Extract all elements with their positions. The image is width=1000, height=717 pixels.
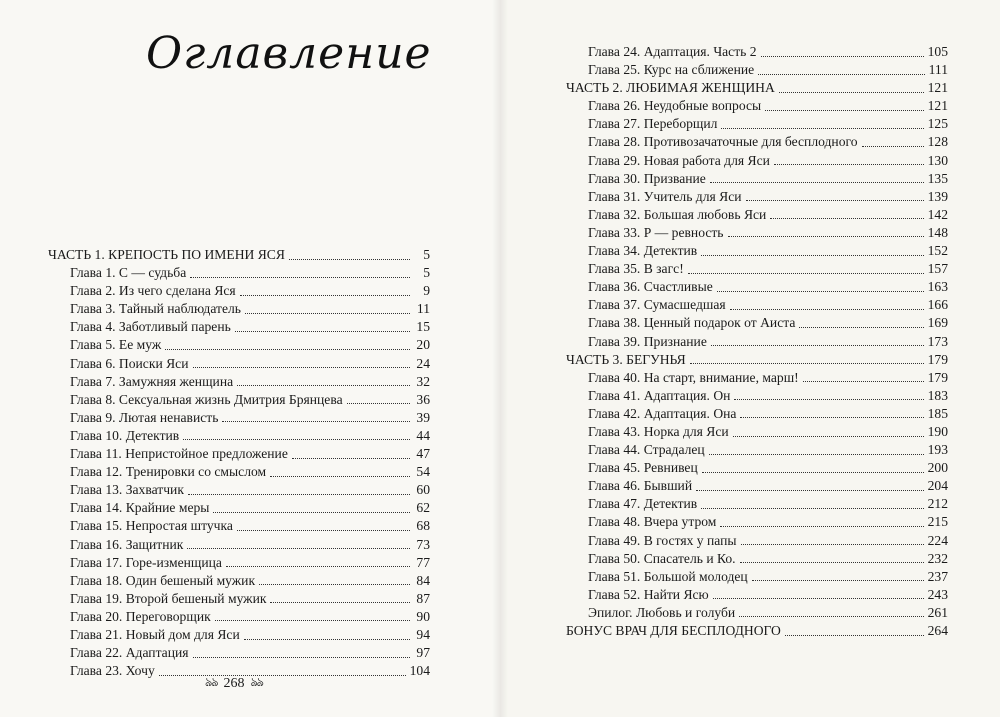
toc-entry-page: 104 [409,663,430,679]
toc-entry-title: Глава 34. Детектив [588,243,698,259]
toc-entry-page: 179 [927,369,948,385]
toc-dot-leader [779,92,924,93]
page-number [205,674,263,694]
toc-entry-title: БОНУС ВРАЧ ДЛЯ БЕСПЛОДНОГО [566,623,781,638]
toc-entry-title: Глава 30. Призвание [588,170,706,186]
toc-dot-leader [720,526,923,527]
toc-entry-title: Глава 9. Лютая ненависть [70,409,219,425]
toc-chapter-entry [48,499,430,517]
toc-entry-page: 60 [416,482,430,498]
toc-entry-page: 5 [423,265,430,281]
toc-entry-title: Глава 20. Переговорщик [70,608,211,624]
toc-dot-leader [713,598,924,599]
toc-dot-leader [237,385,410,386]
toc-chapter-entry [566,242,948,260]
ornament-left-icon: ঌঌ [205,675,218,689]
toc-entry-title: Глава 33. Р — ревность [588,224,724,240]
toc-chapter-entry [48,517,430,535]
toc-dot-leader [741,544,924,545]
toc-entry-title: Глава 39. Признание [588,333,707,349]
toc-entry-title: ЧАСТЬ 3. БЕГУНЬЯ [566,351,686,367]
toc-chapter-entry [48,572,430,590]
toc-dot-leader [733,436,924,437]
toc-entry-page: 135 [927,170,948,186]
toc-entry-page: 90 [416,608,430,624]
toc-entry-title: Глава 8. Сексуальная жизнь Дмитрия Брянцева [70,391,343,407]
toc-entry-title: Глава 32. Большая любовь Яси [588,206,767,222]
toc-entry-title: Глава 50. Спасатель и Ко. [588,550,736,566]
toc-entry-title: Глава 35. В загс! [588,261,684,277]
toc-entry-page: 232 [927,550,948,566]
toc-dot-leader [774,164,924,165]
toc-entry-title: Глава 48. Вчера утром [588,514,717,530]
toc-dot-leader [187,548,410,549]
toc-chapter-entry [48,536,430,554]
toc-chapter-entry [48,481,430,499]
toc-entry-title: Глава 24. Адаптация. Часть 2 [588,44,757,59]
toc-chapter-entry [566,586,948,604]
toc-entry-page: 20 [416,337,430,353]
toc-entry-page: 185 [927,405,948,421]
toc-chapter-entry [48,264,430,282]
toc-dot-leader [785,635,924,636]
toc-entry-title: Глава 19. Второй бешеный мужик [70,590,267,606]
toc-entry-title: Глава 38. Ценный подарок от Аиста [588,315,796,331]
toc-chapter-entry [566,170,948,188]
toc-entry-page: 183 [927,387,948,403]
toc-dot-leader [740,562,924,563]
toc-entry-title: Глава 28. Противозачаточные для бесплодного [588,134,858,150]
toc-entry-page: 121 [927,80,948,96]
toc-dot-leader [270,476,410,477]
toc-chapter-entry [566,152,948,170]
toc-chapter-entry [566,260,948,278]
toc-entry-page: 224 [927,532,948,548]
toc-chapter-entry [566,423,948,441]
toc-chapter-entry [566,441,948,459]
toc-entry-title: Глава 21. Новый дом для Яси [70,626,240,642]
toc-dot-leader [739,616,923,617]
toc-chapter-entry [566,532,948,550]
toc-entry-page: 105 [927,44,948,59]
toc-entry-page: 179 [927,351,948,367]
toc-dot-leader [761,56,924,57]
toc-chapter-entry [566,495,948,513]
toc-entry-page: 261 [927,604,948,620]
toc-part-entry [566,351,948,369]
toc-entry-title: Глава 31. Учитель для Яси [588,188,742,204]
toc-dot-leader [270,602,410,603]
toc-dot-leader [730,309,924,310]
toc-dot-leader [770,218,923,219]
toc-entry-page: 130 [927,152,948,168]
toc-chapter-entry [566,188,948,206]
toc-dot-leader [245,313,410,314]
toc-entry-page: 125 [927,116,948,132]
toc-entry-title: Глава 15. Непростая штучка [70,518,233,534]
toc-chapter-entry [48,336,430,354]
toc-entry-page: 212 [927,496,948,512]
toc-entry-title: Глава 4. Заботливый парень [70,319,231,335]
toc-entry-page: 215 [927,514,948,530]
toc-chapter-entry [48,355,430,373]
toc-chapter-entry [48,608,430,626]
toc-entry-title: Эпилог. Любовь и голуби [588,604,736,620]
toc-entry-title: Глава 5. Ее муж [70,337,162,353]
toc-entry-page: 84 [416,572,430,588]
ornament-right-icon: ঌঌ [250,675,263,689]
toc-chapter-entry [48,318,430,336]
toc-entry-title: Глава 14. Крайние меры [70,500,210,516]
toc-entry-title: Глава 47. Детектив [588,496,698,512]
toc-entry-page: 128 [927,134,948,150]
toc-chapter-entry [566,224,948,242]
toc-entry-page: 54 [416,464,430,480]
toc-dot-leader [799,327,923,328]
toc-chapter-entry [566,513,948,531]
toc-dot-leader [734,399,923,400]
toc-entry-title: Глава 27. Переборщил [588,116,718,132]
toc-dot-leader [188,494,410,495]
toc-entry-title: Глава 42. Адаптация. Она [588,405,737,421]
toc-dot-leader [710,182,924,183]
toc-dot-leader [765,110,923,111]
toc-entry-page: 39 [416,409,430,425]
toc-entry-page: 148 [927,224,948,240]
toc-entry-title: Глава 17. Горе-изменщица [70,554,222,570]
toc-chapter-entry [566,550,948,568]
toc-entry-page: 237 [927,568,948,584]
toc-dot-leader [709,454,924,455]
toc-dot-leader [803,381,924,382]
toc-dot-leader [259,584,410,585]
toc-chapter-entry [566,387,948,405]
toc-entry-page: 5 [423,247,430,262]
toc-entry-page: 24 [416,355,430,371]
toc-dot-leader [690,363,924,364]
toc-dot-leader [213,512,410,513]
toc-chapter-entry [48,590,430,608]
toc-entry-page: 264 [927,623,948,638]
toc-entry-page: 163 [927,279,948,295]
toc-dot-leader [862,146,924,147]
toc-entry-page: 111 [928,62,948,78]
toc-chapter-entry [48,463,430,481]
toc-entry-page: 243 [927,586,948,602]
toc-entry-page: 157 [927,261,948,277]
toc-entry-title: Глава 22. Адаптация [70,645,189,661]
toc-entry-title: Глава 3. Тайный наблюдатель [70,301,241,317]
toc-dot-leader [244,639,410,640]
toc-entry-page: 204 [927,478,948,494]
toc-chapter-entry [48,409,430,427]
toc-part-entry [566,622,948,640]
toc-chapter-entry [48,644,430,662]
toc-entry-page: 73 [416,536,430,552]
toc-part-entry [48,246,430,264]
toc-dot-leader [183,439,410,440]
toc-entry-title: Глава 25. Курс на сближение [588,62,755,78]
toc-dot-leader [702,472,924,473]
toc-chapter-entry [48,554,430,572]
toc-entry-title: Глава 52. Найти Ясю [588,586,709,602]
toc-chapter-entry [48,300,430,318]
toc-part-entry [566,79,948,97]
toc-entry-title: Глава 23. Хочу [70,663,155,679]
toc-list-left [48,246,430,680]
toc-entry-page: 77 [416,554,430,570]
toc-entry-page: 166 [927,297,948,313]
toc-entry-page: 36 [416,391,430,407]
toc-chapter-entry [48,427,430,445]
toc-entry-page: 173 [927,333,948,349]
toc-entry-page: 94 [416,626,430,642]
toc-dot-leader [215,620,410,621]
toc-chapter-entry [566,278,948,296]
toc-chapter-entry [566,43,948,61]
toc-entry-title: Глава 11. Непристойное предложение [70,446,288,462]
toc-dot-leader [696,490,924,491]
toc-chapter-entry [566,369,948,387]
toc-chapter-entry [566,405,948,423]
toc-chapter-entry [566,333,948,351]
toc-entry-page: 44 [416,427,430,443]
toc-dot-leader [165,349,410,350]
toc-dot-leader [193,367,411,368]
toc-dot-leader [758,74,924,75]
toc-chapter-entry [48,626,430,644]
toc-dot-leader [740,417,923,418]
toc-entry-title: Глава 7. Замужняя женщина [70,373,234,389]
toc-entry-page: 200 [927,460,948,476]
toc-dot-leader [746,200,924,201]
toc-entry-page: 62 [416,500,430,516]
toc-entry-page: 190 [927,423,948,439]
toc-dot-leader [240,295,410,296]
toc-entry-page: 9 [423,283,430,299]
toc-chapter-entry [566,97,948,115]
toc-dot-leader [292,458,410,459]
toc-chapter-entry [566,568,948,586]
toc-entry-page: 47 [416,446,430,462]
toc-chapter-entry [566,604,948,622]
toc-entry-page: 32 [416,373,430,389]
toc-entry-title: Глава 51. Большой молодец [588,568,748,584]
toc-dot-leader [190,277,410,278]
toc-entry-page: 97 [416,645,430,661]
toc-dot-leader [193,657,410,658]
toc-entry-title: Глава 10. Детектив [70,427,180,443]
toc-entry-page: 87 [416,590,430,606]
toc-chapter-entry [566,314,948,332]
page-title: Оглавление [146,28,432,79]
toc-entry-title: Глава 41. Адаптация. Он [588,387,731,403]
page-number-text: 268 [223,676,245,691]
toc-chapter-entry [566,477,948,495]
toc-entry-title: Глава 43. Норка для Яси [588,423,729,439]
toc-entry-title: Глава 40. На старт, внимание, марш! [588,369,799,385]
toc-entry-page: 68 [416,518,430,534]
toc-entry-title: Глава 12. Тренировки со смыслом [70,464,267,480]
toc-entry-page: 193 [927,442,948,458]
toc-entry-title: Глава 45. Ревнивец [588,460,698,476]
toc-dot-leader [226,566,410,567]
toc-entry-title: Глава 44. Страдалец [588,442,705,458]
toc-chapter-entry [48,445,430,463]
toc-entry-title: Глава 37. Сумасшедшая [588,297,726,313]
toc-entry-title: Глава 46. Бывший [588,478,693,494]
toc-entry-page: 11 [416,301,430,317]
toc-dot-leader [347,403,410,404]
toc-chapter-entry [566,133,948,151]
toc-chapter-entry [48,282,430,300]
toc-entry-page: 15 [416,319,430,335]
toc-chapter-entry [566,459,948,477]
toc-dot-leader [159,675,406,676]
toc-dot-leader [711,345,924,346]
toc-entry-title: Глава 2. Из чего сделана Яся [70,283,236,299]
toc-chapter-entry [566,115,948,133]
book-gutter [492,0,508,717]
toc-entry-page: 139 [927,188,948,204]
toc-entry-page: 121 [927,98,948,114]
toc-entry-title: Глава 6. Поиски Яси [70,355,189,371]
toc-entry-title: Глава 16. Защитник [70,536,184,552]
toc-dot-leader [235,331,410,332]
toc-dot-leader [237,530,410,531]
toc-entry-title: Глава 49. В гостях у папы [588,532,737,548]
toc-chapter-entry [566,296,948,314]
toc-dot-leader [289,259,410,260]
toc-entry-title: ЧАСТЬ 2. ЛЮБИМАЯ ЖЕНЩИНА [566,80,775,96]
toc-entry-title: Глава 26. Неудобные вопросы [588,98,762,114]
toc-dot-leader [721,128,923,129]
toc-entry-title: ЧАСТЬ 1. КРЕПОСТЬ ПО ИМЕНИ ЯСЯ [48,247,285,262]
toc-chapter-entry [48,391,430,409]
toc-entry-title: Глава 1. С — судьба [70,265,187,281]
toc-list-right [566,43,948,640]
toc-dot-leader [752,580,924,581]
toc-entry-page: 169 [927,315,948,331]
toc-dot-leader [717,291,924,292]
toc-dot-leader [728,236,924,237]
toc-chapter-entry [48,373,430,391]
toc-entry-title: Глава 36. Счастливые [588,279,713,295]
toc-chapter-entry [566,206,948,224]
toc-dot-leader [222,421,410,422]
toc-entry-title: Глава 13. Захватчик [70,482,184,498]
toc-entry-title: Глава 18. Один бешеный мужик [70,572,256,588]
toc-entry-page: 152 [927,243,948,259]
toc-dot-leader [701,508,923,509]
toc-dot-leader [688,273,924,274]
toc-entry-title: Глава 29. Новая работа для Яси [588,152,770,168]
toc-dot-leader [701,255,923,256]
toc-chapter-entry [566,61,948,79]
toc-entry-page: 142 [927,206,948,222]
